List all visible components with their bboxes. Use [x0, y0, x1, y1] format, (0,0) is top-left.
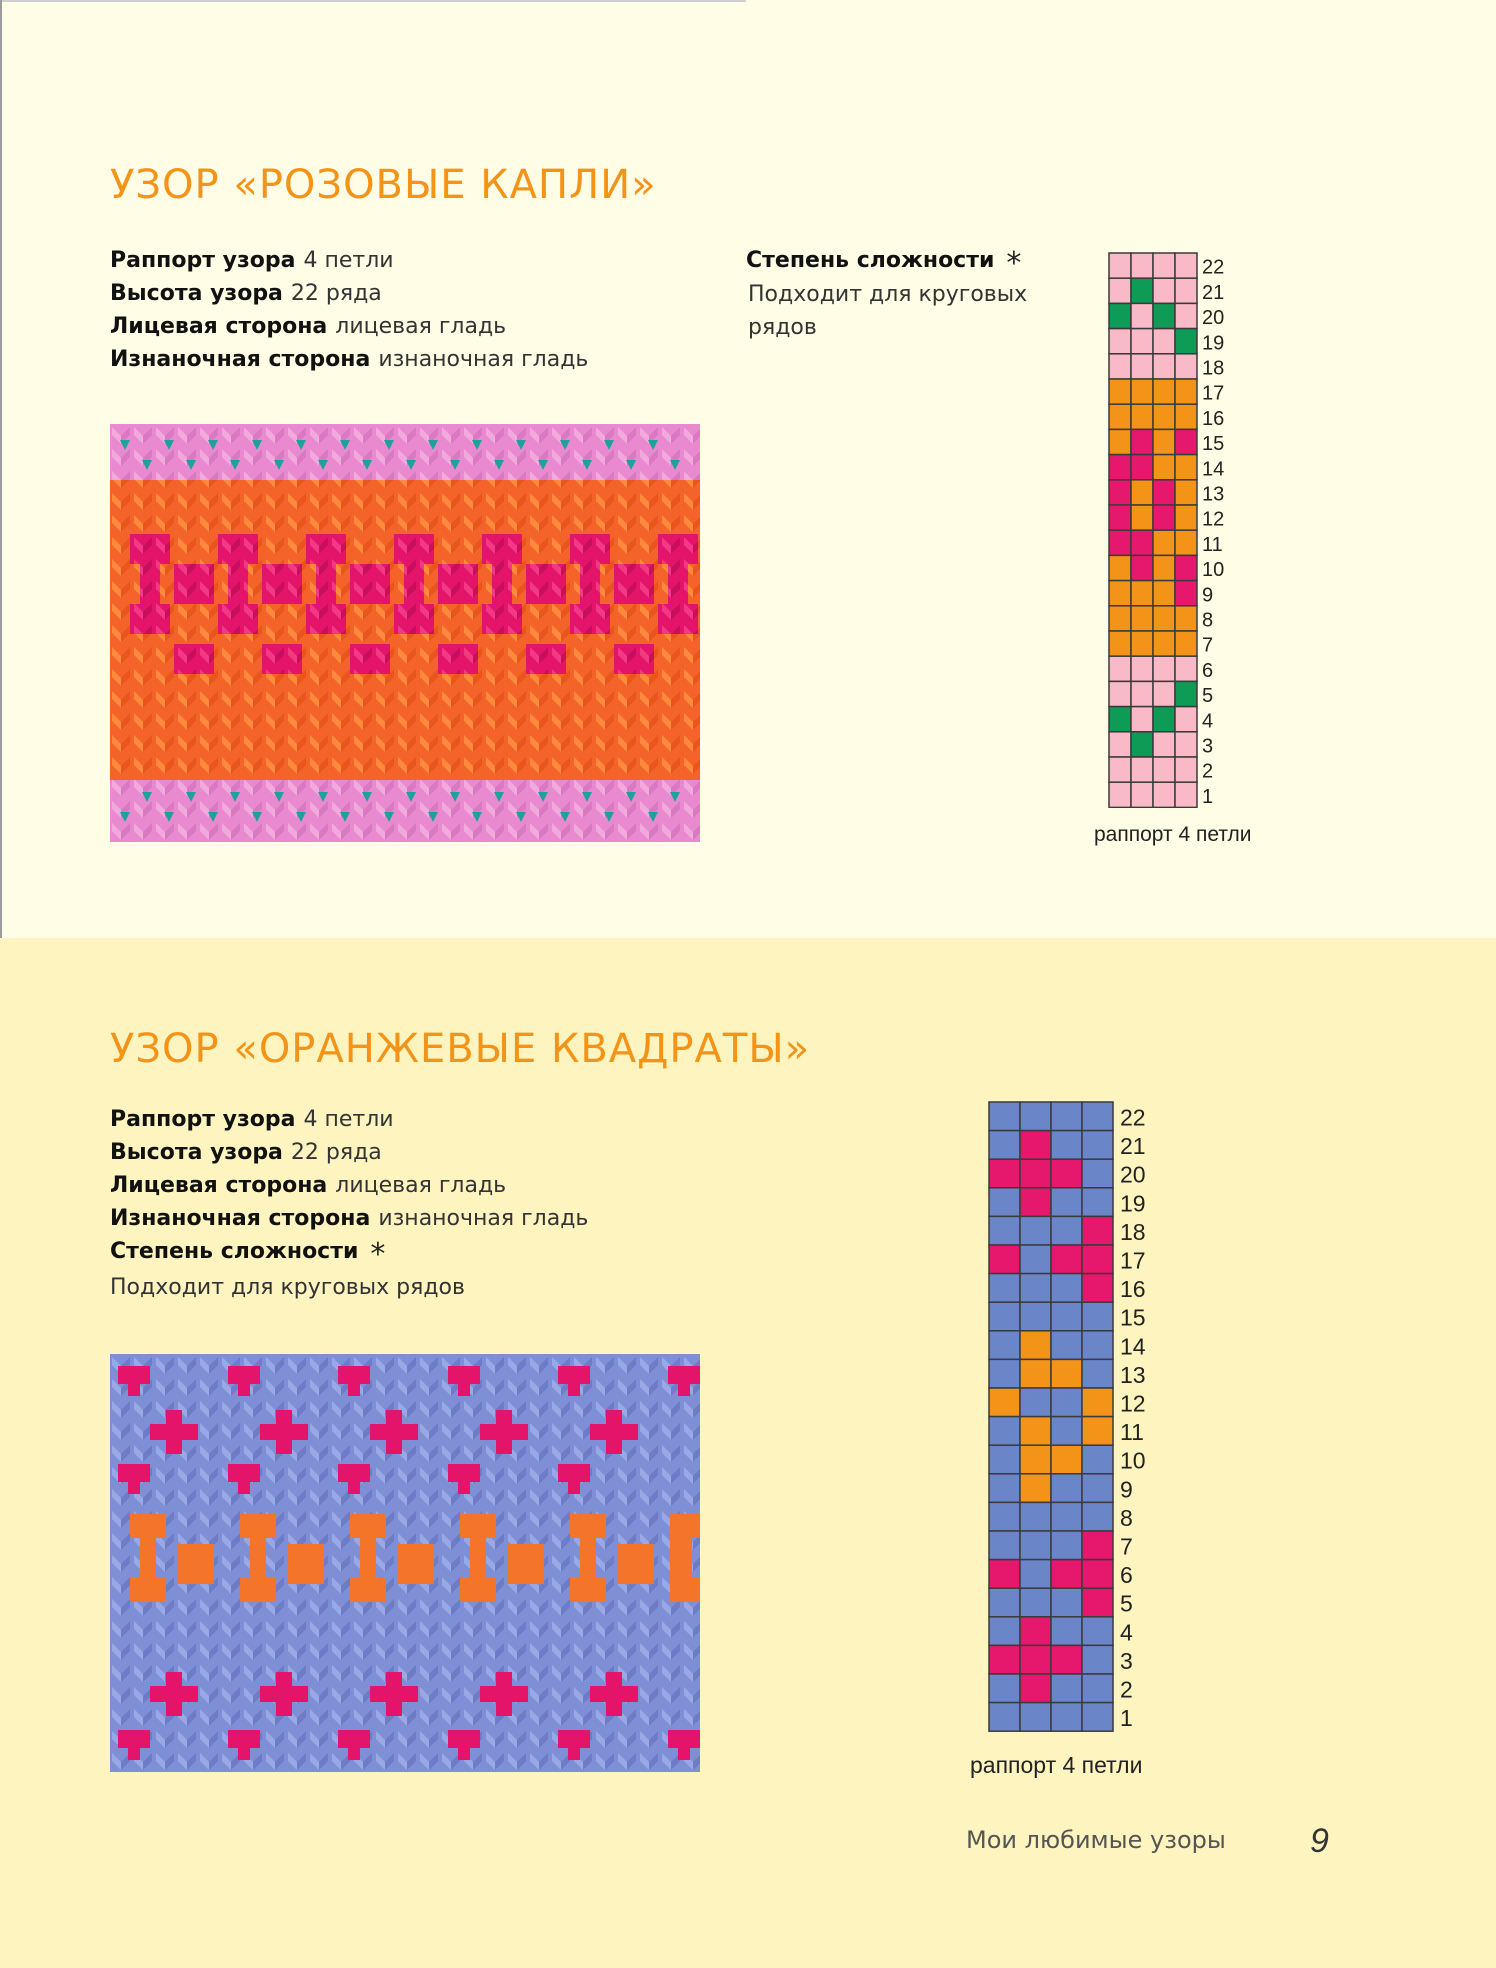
row-number: 17	[1120, 1247, 1146, 1274]
row-number: 6	[1120, 1562, 1133, 1589]
chart-cell	[1051, 1216, 1082, 1245]
chart-cell	[1051, 1131, 1082, 1160]
chart-cell	[1153, 354, 1175, 379]
chart-cell	[989, 1245, 1020, 1274]
chart-cell	[1020, 1302, 1051, 1331]
chart-cell	[989, 1216, 1020, 1245]
chart-cell	[989, 1474, 1020, 1503]
spec-rapport	[110, 1103, 588, 1136]
chart-cell	[1109, 681, 1131, 706]
chart-cell	[1175, 631, 1197, 656]
chart-cell	[989, 1445, 1020, 1474]
chart-cell	[1175, 379, 1197, 404]
row-number: 11	[1120, 1419, 1144, 1446]
chart-cell	[1131, 480, 1153, 505]
chart-cell	[1153, 505, 1175, 530]
spec-label: Высота узора	[110, 281, 283, 306]
chart-cell	[1082, 1588, 1113, 1617]
chart-cell	[1175, 480, 1197, 505]
row-number: 4	[1202, 710, 1214, 733]
chart-cell	[1051, 1159, 1082, 1188]
chart-cell	[1109, 455, 1131, 480]
row-number: 14	[1120, 1333, 1146, 1360]
row-number: 18	[1120, 1218, 1146, 1245]
chart-cell	[1020, 1331, 1051, 1360]
chart-cell	[989, 1102, 1020, 1131]
pattern1-difficulty	[746, 244, 1021, 280]
row-number: 2	[1120, 1676, 1133, 1703]
chart-cell	[1153, 429, 1175, 454]
chart-cell	[1153, 581, 1175, 606]
row-number: 10	[1120, 1447, 1146, 1474]
chart-cell	[1082, 1216, 1113, 1245]
spec-rapport	[110, 244, 588, 277]
chart-cell	[1109, 656, 1131, 681]
chart-cell	[989, 1703, 1020, 1732]
row-number: 22	[1120, 1104, 1146, 1131]
row-number: 20	[1120, 1161, 1146, 1188]
chart-cell	[1020, 1588, 1051, 1617]
chart-cell	[1175, 505, 1197, 530]
spec-value: изнаночная гладь	[378, 1206, 589, 1231]
spec-value: 4 петли	[303, 1107, 394, 1132]
chart-cell	[1175, 555, 1197, 580]
chart-cell	[1131, 581, 1153, 606]
row-number: 10	[1202, 559, 1225, 582]
chart-cell	[1109, 303, 1131, 328]
chart-cell	[1109, 707, 1131, 732]
chart-cell	[1051, 1188, 1082, 1217]
chart-cell	[1082, 1531, 1113, 1560]
pattern1-title: УЗОР «РОЗОВЫЕ КАПЛИ»	[110, 162, 657, 208]
chart-cell	[989, 1131, 1020, 1160]
chart-cell	[1109, 354, 1131, 379]
chart-cell	[1131, 303, 1153, 328]
row-number: 19	[1202, 332, 1225, 355]
chart-cell	[1020, 1131, 1051, 1160]
chart-cell	[1020, 1359, 1051, 1388]
chart-cell	[1020, 1245, 1051, 1274]
chart-cell	[1051, 1417, 1082, 1446]
chart-cell	[1131, 505, 1153, 530]
spec-front-side	[110, 310, 588, 343]
pattern2-spec-list	[110, 1103, 588, 1304]
spec-difficulty	[110, 1235, 588, 1271]
chart-cell	[1051, 1388, 1082, 1417]
chart-cell	[989, 1159, 1020, 1188]
chart-cell	[1131, 732, 1153, 757]
pattern1-chart-caption: раппорт 4 петли	[1094, 823, 1252, 846]
chart-cell	[1020, 1474, 1051, 1503]
chart-cell	[1153, 555, 1175, 580]
row-number: 12	[1202, 508, 1225, 531]
row-number: 13	[1202, 483, 1225, 506]
row-number: 9	[1120, 1476, 1133, 1503]
spec-value: 22 ряда	[290, 281, 382, 306]
spec-label: Изнаночная сторона	[110, 347, 371, 372]
chart-cell	[1175, 581, 1197, 606]
row-number: 8	[1120, 1504, 1133, 1531]
row-number: 2	[1202, 760, 1214, 783]
chart-cell	[1153, 303, 1175, 328]
page-number: 9	[1310, 1822, 1329, 1860]
chart-cell	[1051, 1274, 1082, 1303]
chart-cell	[1153, 631, 1175, 656]
chart-cell	[1020, 1674, 1051, 1703]
chart-cell	[1082, 1617, 1113, 1646]
chart-cell	[1175, 429, 1197, 454]
chart-cell	[989, 1617, 1020, 1646]
chart-cell	[1020, 1388, 1051, 1417]
pattern2-title: УЗОР «ОРАНЖЕВЫЕ КВАДРАТЫ»	[110, 1026, 811, 1072]
chart-cell	[989, 1417, 1020, 1446]
difficulty-star: *	[370, 1237, 386, 1272]
chart-cell	[1051, 1359, 1082, 1388]
chart-cell	[989, 1560, 1020, 1589]
chart-cell	[1020, 1560, 1051, 1589]
row-number: 5	[1120, 1590, 1133, 1617]
chart-cell	[1153, 782, 1175, 807]
chart-cell	[1131, 656, 1153, 681]
chart-cell	[1153, 732, 1175, 757]
chart-cell	[1131, 631, 1153, 656]
chart-cell	[1082, 1302, 1113, 1331]
chart-cell	[1153, 455, 1175, 480]
spec-label: Лицевая сторона	[110, 314, 328, 339]
chart-cell	[1109, 782, 1131, 807]
chart-cell	[1020, 1445, 1051, 1474]
chart-cell	[1109, 732, 1131, 757]
chart-cell	[1153, 278, 1175, 303]
chart-cell	[1175, 404, 1197, 429]
chart-cell	[1175, 455, 1197, 480]
chart-cell	[1153, 707, 1175, 732]
chart-cell	[1109, 429, 1131, 454]
chart-cell	[1131, 379, 1153, 404]
chart-cell	[1082, 1445, 1113, 1474]
chart-cell	[1051, 1674, 1082, 1703]
chart-cell	[1109, 404, 1131, 429]
chart-cell	[1153, 530, 1175, 555]
row-number: 9	[1202, 584, 1214, 607]
chart-cell	[1175, 757, 1197, 782]
chart-cell	[1153, 379, 1175, 404]
pattern1-knit-photo	[110, 424, 700, 842]
chart-cell	[1131, 329, 1153, 354]
chart-cell	[1131, 429, 1153, 454]
chart-cell	[1175, 782, 1197, 807]
row-number: 20	[1202, 307, 1225, 330]
chart-cell	[1051, 1703, 1082, 1732]
difficulty-label: Степень сложности	[746, 248, 995, 273]
spec-height	[110, 277, 588, 310]
chart-cell	[1020, 1502, 1051, 1531]
chart-cell	[1020, 1216, 1051, 1245]
difficulty-label: Степень сложности	[110, 1239, 359, 1264]
spec-value: 4 петли	[303, 248, 394, 273]
chart-cell	[1153, 329, 1175, 354]
chart-cell	[1109, 480, 1131, 505]
spec-label: Лицевая сторона	[110, 1173, 328, 1198]
chart-cell	[1051, 1102, 1082, 1131]
chart-cell	[1109, 530, 1131, 555]
chart-cell	[1175, 707, 1197, 732]
chart-cell	[989, 1302, 1020, 1331]
row-number: 18	[1202, 357, 1225, 380]
chart-cell	[1020, 1274, 1051, 1303]
chart-cell	[1051, 1502, 1082, 1531]
chart-cell	[989, 1674, 1020, 1703]
chart-cell	[1051, 1588, 1082, 1617]
spec-back-side	[110, 1202, 588, 1235]
chart-cell	[1131, 555, 1153, 580]
chart-cell	[1153, 757, 1175, 782]
row-number: 8	[1202, 609, 1214, 632]
chart-cell	[1082, 1188, 1113, 1217]
row-number: 19	[1120, 1190, 1146, 1217]
chart-cell	[1131, 606, 1153, 631]
chart-cell	[1175, 530, 1197, 555]
chart-cell	[989, 1274, 1020, 1303]
chart-cell	[1175, 606, 1197, 631]
chart-cell	[989, 1588, 1020, 1617]
chart-cell	[989, 1388, 1020, 1417]
chart-cell	[1175, 681, 1197, 706]
spec-label: Раппорт узора	[110, 1107, 296, 1132]
spec-front-side	[110, 1169, 588, 1202]
chart-cell	[989, 1531, 1020, 1560]
pattern2-knit-photo	[110, 1354, 700, 1772]
left-margin-rule	[0, 0, 2, 938]
row-number: 3	[1202, 735, 1214, 758]
chart-cell	[1051, 1617, 1082, 1646]
row-number: 7	[1120, 1533, 1133, 1560]
chart-cell	[1020, 1703, 1051, 1732]
row-number: 17	[1202, 382, 1225, 405]
spec-label: Высота узора	[110, 1140, 283, 1165]
chart-cell	[1131, 530, 1153, 555]
chart-cell	[1082, 1560, 1113, 1589]
chart-cell	[1175, 732, 1197, 757]
chart-cell	[1109, 505, 1131, 530]
chart-cell	[1175, 303, 1197, 328]
row-number: 16	[1120, 1276, 1146, 1303]
pattern1-chart	[1108, 252, 1242, 812]
row-number: 22	[1202, 256, 1225, 279]
row-number: 11	[1202, 533, 1223, 556]
spec-label: Изнаночная сторона	[110, 1206, 371, 1231]
chart-cell	[1131, 278, 1153, 303]
chart-cell	[1082, 1417, 1113, 1446]
chart-cell	[1153, 253, 1175, 278]
chart-cell	[1051, 1645, 1082, 1674]
row-number: 4	[1120, 1619, 1133, 1646]
chart-cell	[1082, 1131, 1113, 1160]
chart-cell	[1020, 1188, 1051, 1217]
chart-cell	[1082, 1245, 1113, 1274]
chart-cell	[989, 1359, 1020, 1388]
chart-grid	[988, 1101, 1160, 1732]
chart-cell	[989, 1502, 1020, 1531]
pattern2-chart	[988, 1101, 1160, 1736]
row-number: 16	[1202, 407, 1225, 430]
chart-cell	[1020, 1645, 1051, 1674]
chart-cell	[1153, 404, 1175, 429]
row-number: 5	[1202, 685, 1214, 708]
page-number-mark	[1304, 1818, 1340, 1862]
pattern2-chart-caption: раппорт 4 петли	[970, 1752, 1143, 1778]
chart-cell	[1051, 1245, 1082, 1274]
chart-cell	[1153, 656, 1175, 681]
chart-cell	[1082, 1159, 1113, 1188]
chart-cell	[1131, 782, 1153, 807]
chart-cell	[1051, 1560, 1082, 1589]
pattern1-note: Подходит для круговых рядов	[748, 282, 1028, 340]
chart-cell	[1051, 1445, 1082, 1474]
chart-cell	[1082, 1645, 1113, 1674]
spec-height	[110, 1136, 588, 1169]
chart-cell	[1020, 1159, 1051, 1188]
row-number: 15	[1202, 433, 1225, 456]
chart-cell	[1109, 329, 1131, 354]
chart-cell	[1109, 757, 1131, 782]
chart-cell	[1082, 1359, 1113, 1388]
row-number: 7	[1202, 634, 1214, 657]
chart-cell	[1082, 1502, 1113, 1531]
spec-value: лицевая гладь	[335, 314, 507, 339]
chart-cell	[1131, 757, 1153, 782]
chart-cell	[1020, 1617, 1051, 1646]
chart-cell	[1131, 681, 1153, 706]
chart-cell	[1175, 656, 1197, 681]
chart-cell	[989, 1188, 1020, 1217]
chart-cell	[1153, 606, 1175, 631]
chart-cell	[1051, 1531, 1082, 1560]
row-number: 21	[1202, 281, 1225, 304]
chart-cell	[1082, 1703, 1113, 1732]
chart-cell	[1131, 354, 1153, 379]
chart-cell	[989, 1645, 1020, 1674]
chart-grid	[1108, 252, 1242, 808]
footer-book-title: Мои любимые узоры	[966, 1826, 1226, 1854]
chart-cell	[1082, 1388, 1113, 1417]
page-number-icon	[1304, 1818, 1340, 1862]
chart-cell	[1109, 555, 1131, 580]
chart-cell	[1082, 1331, 1113, 1360]
chart-cell	[1131, 404, 1153, 429]
pattern2-note: Подходит для круговых рядов	[110, 1275, 465, 1300]
chart-cell	[1175, 253, 1197, 278]
chart-cell	[1109, 278, 1131, 303]
chart-cell	[1109, 253, 1131, 278]
spec-value: 22 ряда	[290, 1140, 382, 1165]
chart-cell	[1082, 1674, 1113, 1703]
chart-cell	[1051, 1302, 1082, 1331]
chart-cell	[1082, 1102, 1113, 1131]
chart-cell	[1082, 1274, 1113, 1303]
difficulty-star: *	[1006, 246, 1022, 281]
spec-label: Раппорт узора	[110, 248, 296, 273]
chart-cell	[1020, 1417, 1051, 1446]
spec-value: лицевая гладь	[335, 1173, 507, 1198]
row-number: 6	[1202, 659, 1214, 682]
chart-cell	[1109, 631, 1131, 656]
chart-cell	[1153, 480, 1175, 505]
chart-cell	[1109, 581, 1131, 606]
spec-back-side	[110, 343, 588, 376]
row-number: 1	[1202, 785, 1214, 808]
chart-cell	[1153, 681, 1175, 706]
spec-value: изнаночная гладь	[378, 347, 589, 372]
row-number: 14	[1202, 458, 1225, 481]
chart-cell	[1131, 455, 1153, 480]
row-number: 13	[1120, 1361, 1146, 1388]
row-number: 21	[1120, 1133, 1146, 1160]
chart-cell	[989, 1331, 1020, 1360]
row-number: 1	[1120, 1705, 1133, 1732]
chart-cell	[1082, 1474, 1113, 1503]
chart-cell	[1020, 1531, 1051, 1560]
chart-cell	[1109, 606, 1131, 631]
pattern1-spec-list	[110, 244, 588, 376]
chart-cell	[1051, 1331, 1082, 1360]
chart-cell	[1020, 1102, 1051, 1131]
chart-cell	[1175, 278, 1197, 303]
chart-cell	[1175, 329, 1197, 354]
chart-cell	[1175, 354, 1197, 379]
row-number: 15	[1120, 1304, 1146, 1331]
chart-cell	[1109, 379, 1131, 404]
row-number: 12	[1120, 1390, 1146, 1417]
chart-cell	[1051, 1474, 1082, 1503]
chart-cell	[1131, 253, 1153, 278]
row-number: 3	[1120, 1647, 1133, 1674]
chart-cell	[1131, 707, 1153, 732]
